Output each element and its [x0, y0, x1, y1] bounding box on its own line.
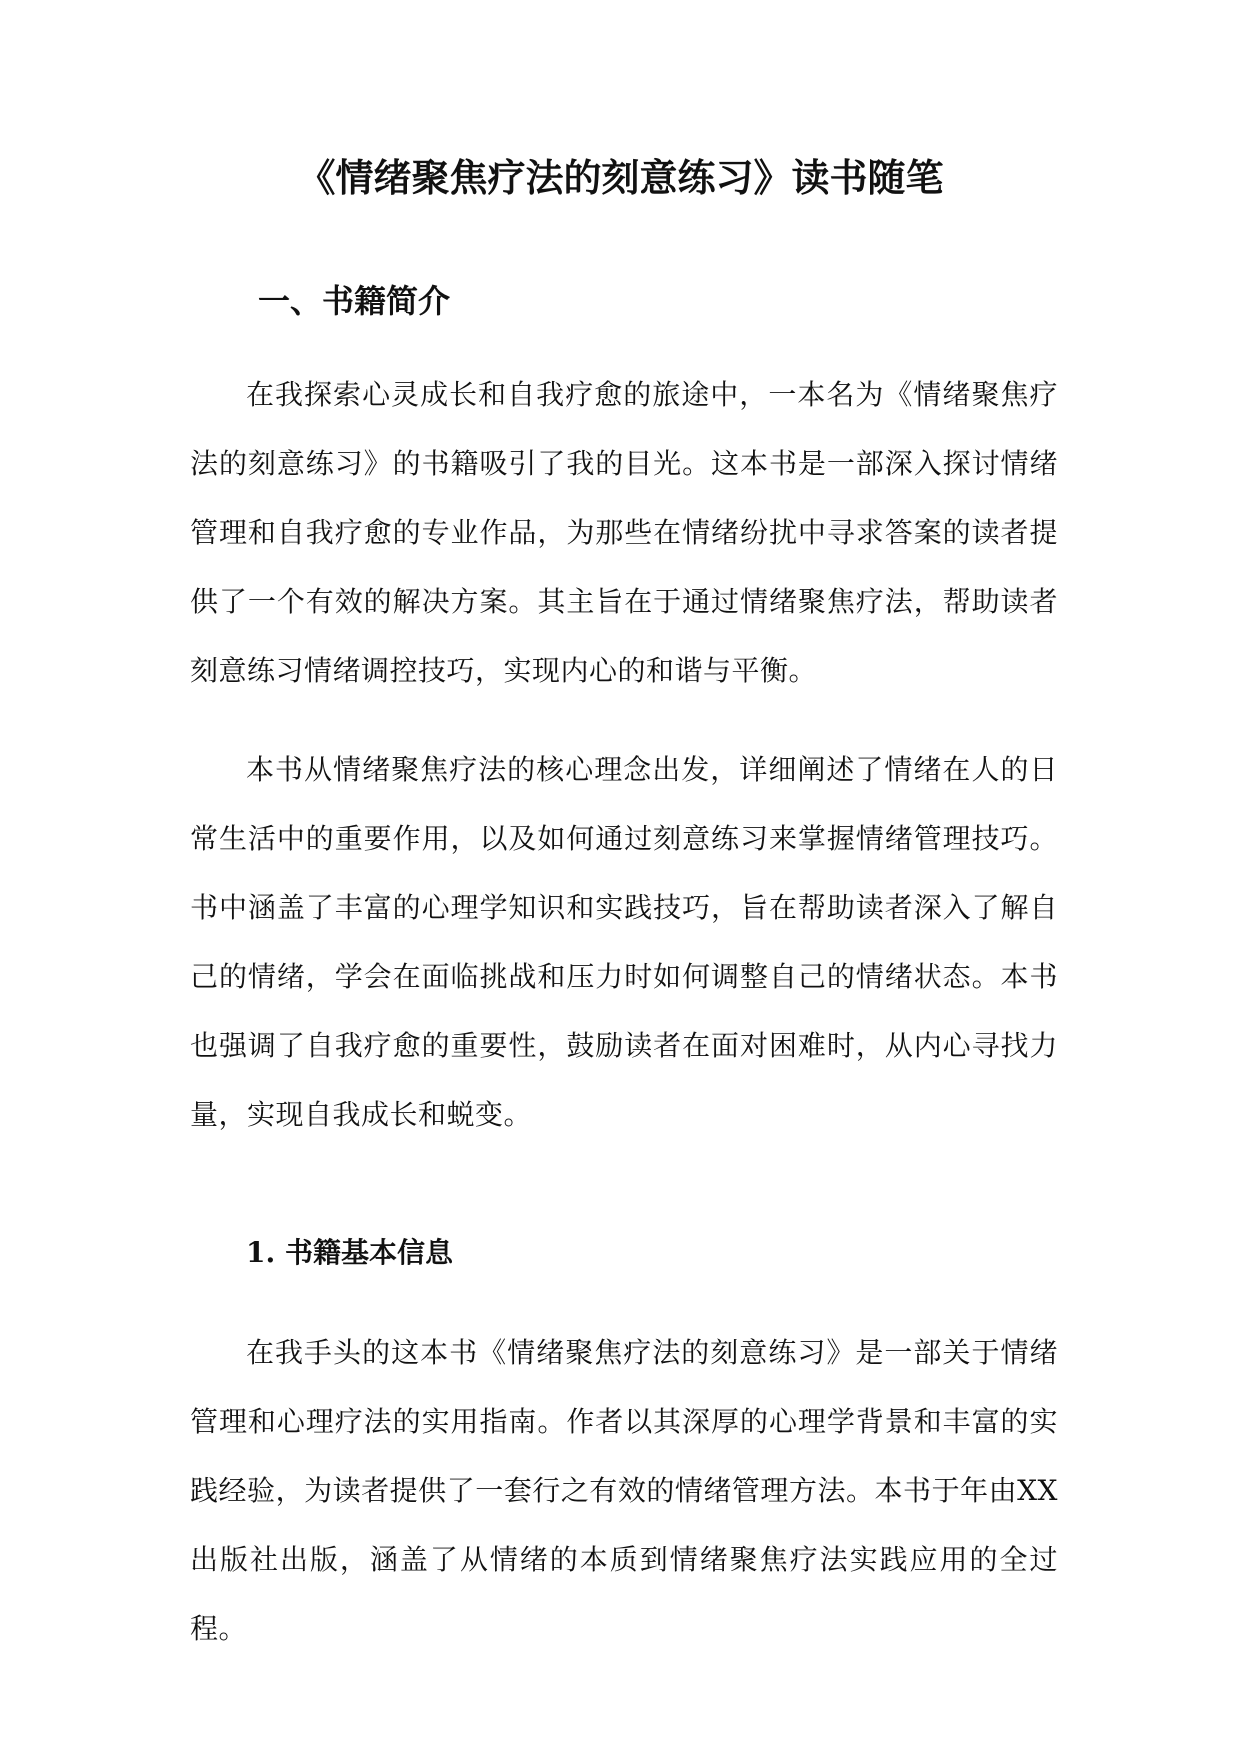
document-title: 《情绪聚焦疗法的刻意练习》读书随笔 — [297, 155, 944, 200]
paragraph: 在我探索心灵成长和自我疗愈的旅途中，一本名为《情绪聚焦疗法的刻意练习》的书籍吸引了我的目光。这本书是一部深入探讨情绪管理和自我疗愈的专业作品，为那些在情绪纷扰中寻求答案的读者提供了一个有效的解决方案。其主旨在于通过情绪聚焦疗法，帮助读者刻意练习情绪调控技巧，实现内心的和谐与平衡。 — [190, 378, 1058, 687]
subsection-heading-basic-info: 1. 书籍基本信息 — [246, 1236, 453, 1269]
section-heading-intro: 一、书籍简介 — [258, 282, 451, 320]
paragraph: 在我手头的这本书《情绪聚焦疗法的刻意练习》是一部关于情绪管理和心理疗法的实用指南。作者以其深厚的心理学背景和丰富的实践经验，为读者提供了一套行之有效的情绪管理方法。本书于年由XX出版社出版，涵盖了从情绪的本质到情绪聚焦疗法实践应用的全过程。 — [190, 1336, 1058, 1645]
paragraph: 本书从情绪聚焦疗法的核心理念出发，详细阐述了情绪在人的日常生活中的重要作用，以及如何通过刻意练习来掌握情绪管理技巧。书中涵盖了丰富的心理学知识和实践技巧，旨在帮助读者深入了解自己的情绪，学会在面临挑战和压力时如何调整自己的情绪状态。本书也强调了自我疗愈的重要性，鼓励读者在面对困难时，从内心寻找力量，实现自我成长和蜕变。 — [190, 753, 1058, 1131]
